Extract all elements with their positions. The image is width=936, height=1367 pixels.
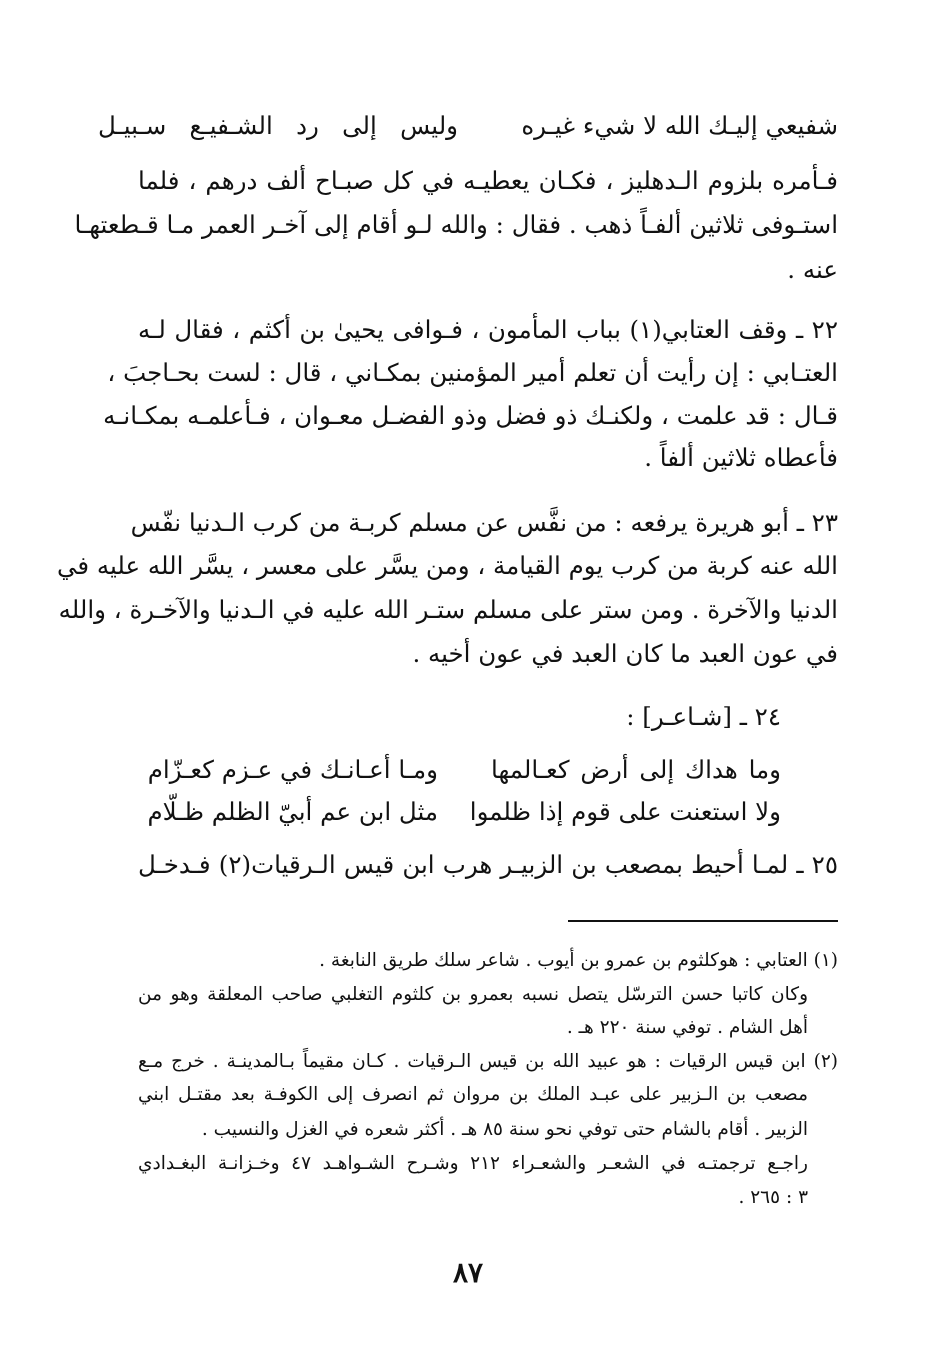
verse-hemistich-second: ومـا أعـانـك في عـزم كعـزّام xyxy=(147,755,438,784)
text-line: العتـابي : إن رأيت أن تعلم أمير المؤمنين بمكـاني ، قال : لست بحـاجبَ ، xyxy=(107,358,838,387)
text-line: الدنيا والآخرة . ومن ستر على مسلم ستـر الله عليه في الـدنيا والآخـرة ، والله xyxy=(58,595,838,624)
verse-hemistich-first: ولا استعنت على قوم إذا ظلموا xyxy=(469,797,781,826)
text-line: ٢٢ ـ وقف العتابي(١) بباب المأمون ، فـوافى يحيىٰ بن أكثم ، فقال لـه xyxy=(138,315,838,344)
footnote-separator xyxy=(568,920,838,922)
footnote-line: وكان كاتبا حسن الترسّل يتصل نسبه بعمرو بن كلثوم التغلبي صاحب المعلقة وهو من xyxy=(138,984,808,1005)
text-line: في عون العبد ما كان العبد في عون أخيه . xyxy=(412,639,838,668)
text-line: ٢٣ ـ أبو هريرة يرفعه : من نفَّس عن مسلم كربـة من كرب الـدنيا نفّس xyxy=(130,508,838,537)
footnote-line: (١) العتابي : هوكلثوم بن عمرو بن أيوب . شاعر سلك طريق النابغة . xyxy=(319,950,838,971)
footnote-line: (٢) ابن قيس الرقيات : هو عبيد الله بن قيس الـرقيات . كـان مقيماً بـالمدينـة . خرج مـع xyxy=(138,1051,838,1072)
verse-hemistich-second: مثل ابن عم أبيّ الظلم ظـلّام xyxy=(147,797,438,826)
verse-hemistich-first: شفيعي إليـك الله لا شيء غيـره xyxy=(521,111,838,140)
footnote-line: راجـع ترجمتـه في الشعـر والشعـراء ٢١٢ وشـرح الشـواهـد ٤٧ وخـزانـة البغـدادي xyxy=(138,1153,808,1174)
text-line: قـال : قد علمت ، ولكنـك ذو فضل وذو الفضـل معـوان ، فـأعلمـه بمكـانـه xyxy=(103,401,838,430)
footnote-line: الزبير . أقام بالشام حتى توفي نحو سنة ٨٥ هـ . أكثر شعره في الغزل والنسيب . xyxy=(201,1119,808,1140)
text-line: عنه . xyxy=(787,255,838,284)
verse-hemistich-first: وما هداك إلى أرض كعـالمها xyxy=(491,755,781,784)
text-line: ٢٥ ـ لمـا أحيط بمصعب بن الزبيـر هرب ابن قيس الـرقيات(٢) فـدخـل xyxy=(138,850,838,879)
footnote-line: مصعب بن الـزبير على عبـد الملك بن مروان ثم انصرف إلى الكوفـة بعد مقتـل ابني xyxy=(138,1084,808,1105)
text-line: الله عنه كربة من كرب يوم القيامة ، ومن يسَّر على معسر ، يسَّر الله عليه في xyxy=(56,551,838,580)
page-number: ٨٧ xyxy=(452,1256,484,1289)
verse-hemistich-second: وليس إلى رد الشـفيـع سـبيـل xyxy=(98,111,458,140)
text-line: فأعطاه ثلاثين ألفاً . xyxy=(644,443,838,472)
text-line: استـوفى ثلاثين ألفـاً ذهب . فقال : والله لـو أقام إلى آخـر العمر مـا قـطعتهـا xyxy=(74,210,838,239)
entry-heading: ٢٤ ـ [شـاعـر] : xyxy=(626,702,781,731)
footnote-line: ٣ : ٢٦٥ . xyxy=(738,1187,808,1208)
text-line: فـأمره بلزوم الـدهليز ، فكـان يعطيـه في كل صبـاح ألف درهم ، فلما xyxy=(138,166,838,195)
footnote-line: أهل الشام . توفي سنة ٢٢٠ هـ . xyxy=(566,1017,808,1038)
